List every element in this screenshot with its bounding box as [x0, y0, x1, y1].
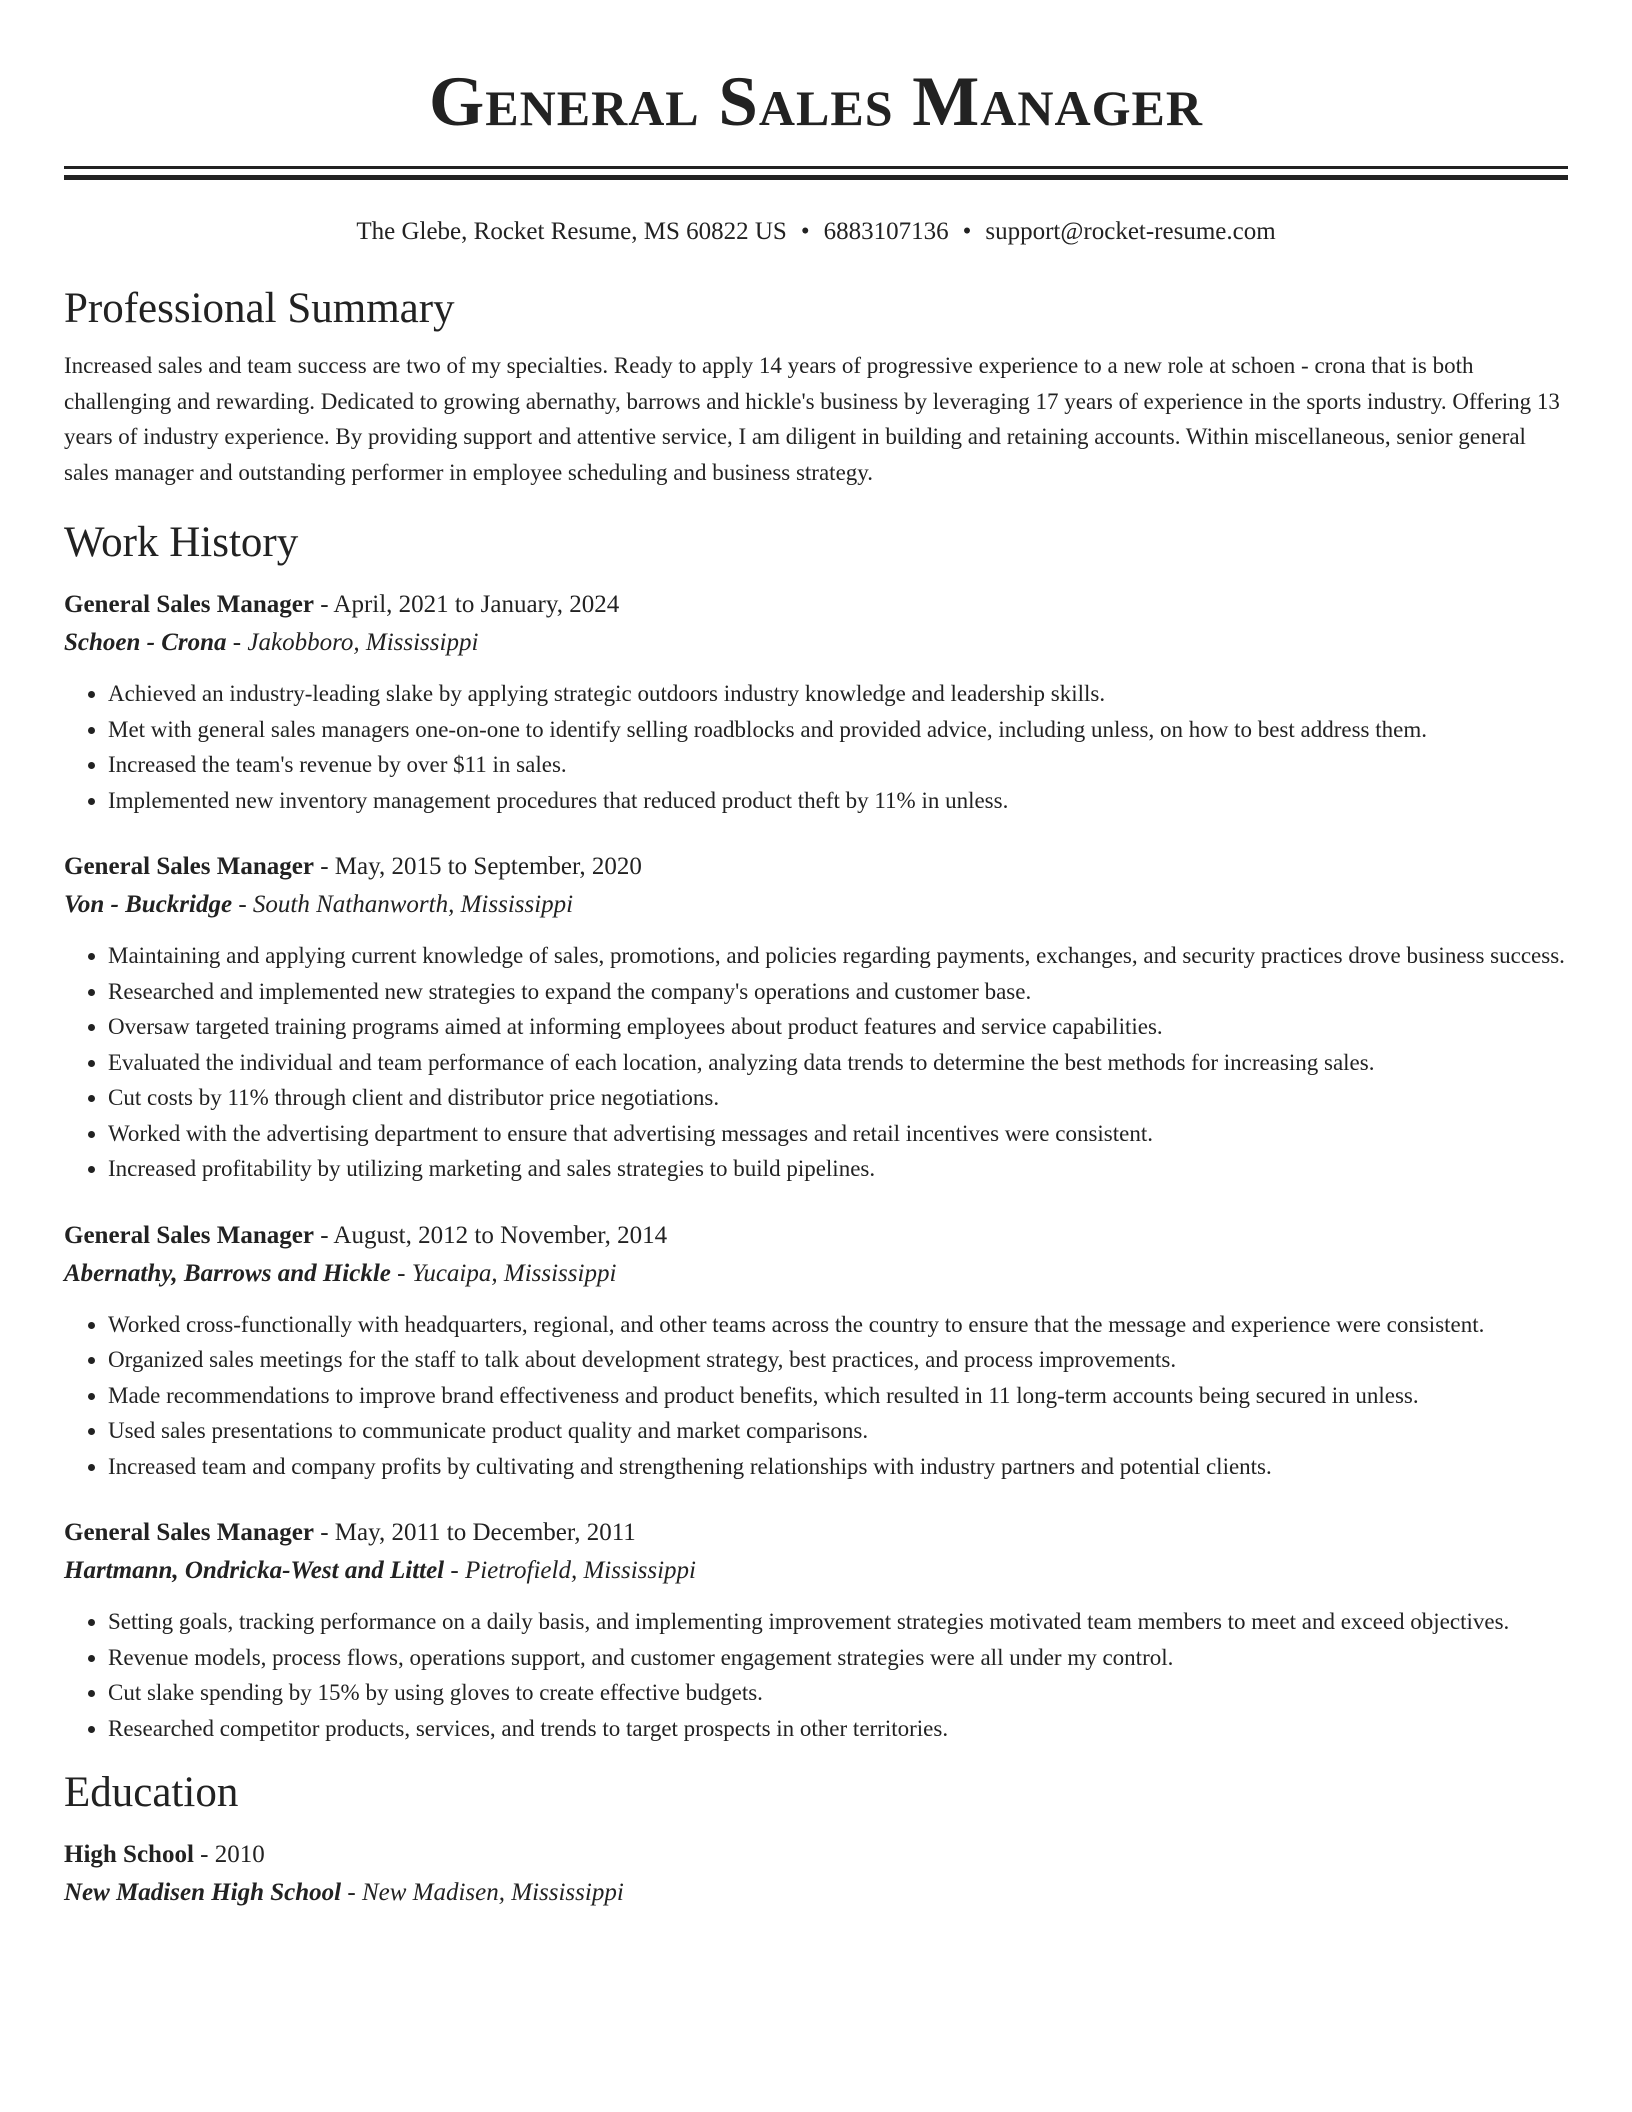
job-dates: - April, 2021 to January, 2024: [313, 591, 620, 618]
job-bullet: • Setting goals, tracking performance on a daily basis, and implementing improvement strategies motivated team members to meet and exceed objectives.: [108, 1604, 1568, 1640]
job-bullet: • Evaluated the individual and team performance of each location, analyzing data trends to determine the best methods for increasing sales.: [108, 1045, 1568, 1081]
job-bullet: • Worked cross-functionally with headquarters, regional, and other teams across the country to ensure that the message and experience were consistent.: [108, 1307, 1568, 1343]
job-title: General Sales Manager: [64, 853, 314, 880]
job-title: General Sales Manager: [64, 1519, 314, 1546]
company-name: Von - Buckridge: [64, 891, 233, 918]
summary-text: Increased sales and team success are two of my specialties. Ready to apply 14 years of progressive experience to a new role at schoen - crona that is both challenging and rewarding. Dedicated to growing abernathy, barrows and hickle's business by leveraging 17 years of experience in the sports industry. Offering 13 years of industry experience. By providing support and attentive service, I am diligent in building and retaining accounts. Within miscellaneous, senior general sales manager and outstanding performer in employee scheduling and business strategy.: [64, 353, 1560, 485]
job-bullet: • Researched competitor products, services, and trends to target prospects in other territories.: [108, 1711, 1568, 1747]
job-title-line: [64, 1514, 1568, 1552]
contact-separator: •: [962, 218, 972, 245]
company-location: - Jakobboro, Mississippi: [226, 629, 479, 656]
company-line: [64, 886, 1568, 924]
contact-phone: 6883107136: [823, 218, 949, 245]
contact-separator: •: [800, 218, 810, 245]
company-location: - Yucaipa, Mississippi: [390, 1259, 617, 1287]
company-name: Hartmann, Ondricka-West and Littel: [64, 1557, 445, 1584]
job-title-line: [64, 848, 1568, 886]
job-bullets: [64, 1307, 1568, 1485]
company-location: - Pietrofield, Mississippi: [444, 1557, 696, 1584]
title-rule-bottom: [64, 175, 1568, 180]
job-bullet: • Cut costs by 11% through client and distributor price negotiations.: [108, 1080, 1568, 1116]
school-line: [64, 1874, 1568, 1912]
education-entry: [64, 1836, 1568, 1912]
job-entry: [64, 848, 1568, 1187]
summary-heading: Professional Summary: [64, 285, 455, 332]
job-bullet: • Used sales presentations to communicate product quality and market comparisons.: [108, 1413, 1568, 1449]
education-degree: High School: [64, 1841, 194, 1868]
education-degree-line: [64, 1836, 1568, 1874]
company-name: Abernathy, Barrows and Hickle: [64, 1259, 391, 1287]
job-bullet: • Met with general sales managers one-on-one to identify selling roadblocks and provided advice, including unless, on how to best address them.: [108, 712, 1568, 748]
job-bullet: • Made recommendations to improve brand effectiveness and product benefits, which resulted in 11 long-term accounts being secured in unless.: [108, 1378, 1568, 1414]
job-bullet: • Researched and implemented new strategies to expand the company's operations and customer base.: [108, 974, 1568, 1010]
job-bullet: • Increased team and company profits by cultivating and strengthening relationships with industry partners and potential clients.: [108, 1449, 1568, 1485]
school-location: - New Madisen, Mississippi: [341, 1879, 624, 1906]
job-title-line: [64, 586, 1568, 624]
job-title-line: [64, 1217, 1568, 1255]
company-location: - South Nathanworth, Mississippi: [232, 891, 574, 918]
job-bullet: • Maintaining and applying current knowledge of sales, promotions, and policies regarding payments, exchanges, and security practices drove business success.: [108, 938, 1568, 974]
job-bullet: • Increased the team's revenue by over $11 in sales.: [108, 747, 1568, 783]
job-dates: - May, 2011 to December, 2011: [313, 1519, 636, 1546]
job-bullet: • Implemented new inventory management procedures that reduced product theft by 11% in unless.: [108, 783, 1568, 819]
job-bullet: • Increased profitability by utilizing marketing and sales strategies to build pipelines.: [108, 1151, 1568, 1187]
job-bullet: • Revenue models, process flows, operations support, and customer engagement strategies were all under my control.: [108, 1640, 1568, 1676]
company-name: Schoen - Crona: [64, 629, 227, 656]
job-bullet: • Achieved an industry-leading slake by applying strategic outdoors industry knowledge and leadership skills.: [108, 676, 1568, 712]
education-heading: Education: [64, 1769, 239, 1816]
job-entry: [64, 586, 1568, 818]
job-entry: [64, 1514, 1568, 1746]
job-dates: - August, 2012 to November, 2014: [313, 1221, 668, 1249]
contact-email: support@rocket-resume.com: [985, 218, 1276, 245]
contact-line: [64, 216, 1568, 248]
company-line: [64, 1552, 1568, 1590]
job-title: General Sales Manager: [64, 1221, 314, 1249]
company-line: [64, 1255, 1568, 1293]
job-entry: [64, 1217, 1568, 1485]
job-bullet: • Oversaw targeted training programs aimed at informing employees about product features and service capabilities.: [108, 1009, 1568, 1045]
job-bullets: [64, 676, 1568, 818]
resume-title: General Sales Manager: [429, 63, 1203, 141]
job-bullet: • Worked with the advertising department to ensure that advertising messages and retail incentives were consistent.: [108, 1116, 1568, 1152]
work-history-heading: Work History: [64, 519, 299, 566]
job-bullets: [64, 938, 1568, 1187]
company-line: [64, 624, 1568, 662]
job-title: General Sales Manager: [64, 591, 314, 618]
job-bullet: • Cut slake spending by 15% by using gloves to create effective budgets.: [108, 1675, 1568, 1711]
job-bullet: • Organized sales meetings for the staff to talk about development strategy, best practices, and process improvements.: [108, 1342, 1568, 1378]
education-year: - 2010: [193, 1841, 265, 1868]
job-dates: - May, 2015 to September, 2020: [313, 853, 642, 880]
job-bullets: [64, 1604, 1568, 1746]
school-name: New Madisen High School: [64, 1879, 342, 1906]
title-rule-top: [64, 166, 1568, 169]
contact-address: The Glebe, Rocket Resume, MS 60822 US: [356, 218, 787, 245]
